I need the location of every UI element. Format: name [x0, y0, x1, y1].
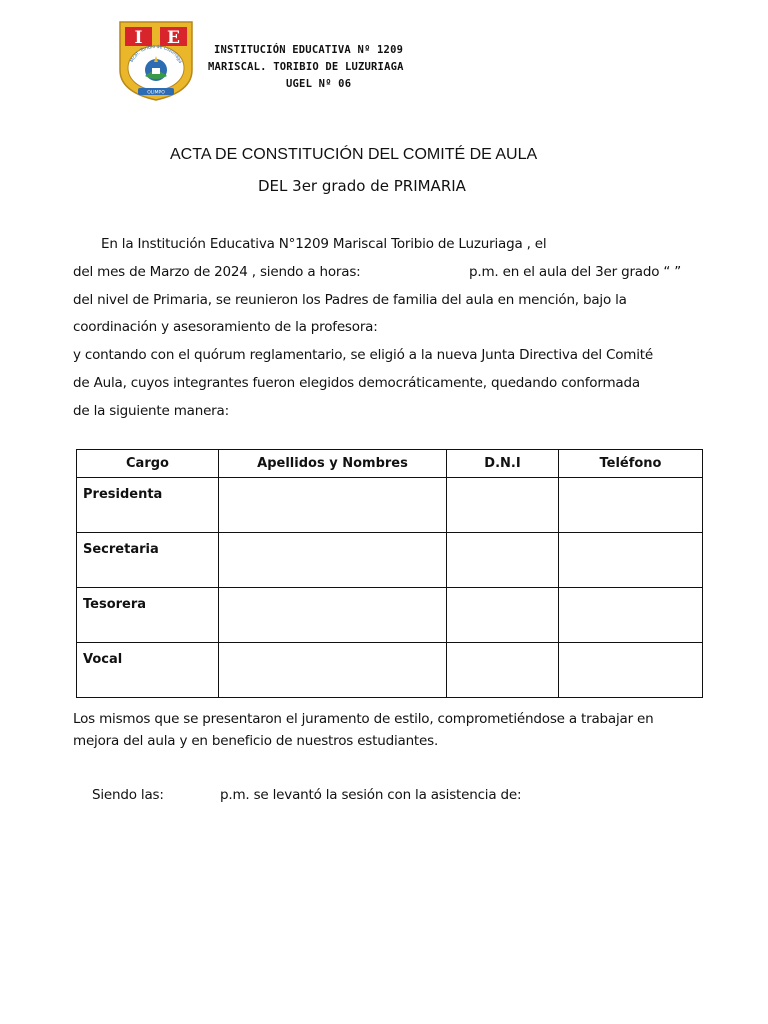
- dni-cell[interactable]: [447, 533, 559, 588]
- column-header-dni: D.N.I: [447, 450, 559, 478]
- cargo-cell: Secretaria: [77, 533, 219, 588]
- phone-cell[interactable]: [559, 643, 703, 698]
- phone-cell[interactable]: [559, 533, 703, 588]
- logo-letter-e: E: [167, 28, 180, 48]
- closing-line: Los mismos que se presentaron el juramento de estilo, comprometiéndose a trabajar en: [73, 711, 654, 727]
- logo-letter-i: I: [134, 28, 143, 48]
- paragraph-line: de Aula, cuyos integrantes fueron elegidos democráticamente, quedando conformada: [73, 375, 640, 391]
- paragraph-line: p.m. en el aula del 3er grado “ ”: [469, 264, 682, 280]
- logo-ribbon-text: OLIMPO: [147, 90, 165, 96]
- paragraph-line: de la siguiente manera:: [73, 403, 229, 419]
- dni-cell[interactable]: [447, 588, 559, 643]
- table-row: [77, 478, 703, 533]
- names-cell[interactable]: [219, 588, 447, 643]
- table-row: [77, 643, 703, 698]
- phone-cell[interactable]: [559, 478, 703, 533]
- dni-cell[interactable]: [447, 643, 559, 698]
- header-mariscal: MARISCAL. TORIBIO DE LUZURIAGA: [208, 61, 404, 73]
- column-header-names: Apellidos y Nombres: [219, 450, 447, 478]
- names-cell[interactable]: [219, 533, 447, 588]
- column-header-cargo: Cargo: [77, 450, 219, 478]
- header-ugel: UGEL Nº 06: [286, 78, 352, 90]
- paragraph-line: del mes de Marzo de 2024 , siendo a horas:: [73, 264, 361, 280]
- logo-arc-text: Mcal. Toribio de Luzuriaga: [130, 44, 183, 65]
- cargo-cell: Vocal: [77, 643, 219, 698]
- school-crest-logo: [116, 20, 196, 102]
- document-title: ACTA DE CONSTITUCIÓN DEL COMITÉ DE AULA: [170, 146, 538, 163]
- table-row: [77, 533, 703, 588]
- closing-line: mejora del aula y en beneficio de nuestros estudiantes.: [73, 733, 439, 749]
- cargo-cell: Tesorera: [77, 588, 219, 643]
- committee-table: [76, 449, 703, 698]
- phone-cell[interactable]: [559, 588, 703, 643]
- header-institution: INSTITUCIÓN EDUCATIVA Nº 1209: [214, 44, 404, 56]
- table-header-row: [77, 450, 703, 478]
- paragraph-line: del nivel de Primaria, se reunieron los Padres de familia del aula en mención, bajo la: [73, 292, 627, 308]
- dni-cell[interactable]: [447, 478, 559, 533]
- closing-time-label: Siendo las:: [92, 787, 164, 803]
- names-cell[interactable]: [219, 478, 447, 533]
- paragraph-line: En la Institución Educativa N°1209 Mariscal Toribio de Luzuriaga , el: [101, 236, 547, 252]
- paragraph-line: y contando con el quórum reglamentario, se eligió a la nueva Junta Directiva del Comité: [73, 347, 653, 363]
- paragraph-line: coordinación y asesoramiento de la profesora:: [73, 319, 378, 335]
- column-header-phone: Teléfono: [559, 450, 703, 478]
- document-subtitle: DEL 3er grado de PRIMARIA: [258, 177, 466, 195]
- names-cell[interactable]: [219, 643, 447, 698]
- cargo-cell: Presidenta: [77, 478, 219, 533]
- closing-line: p.m. se levantó la sesión con la asistencia de:: [220, 787, 522, 803]
- table-row: [77, 588, 703, 643]
